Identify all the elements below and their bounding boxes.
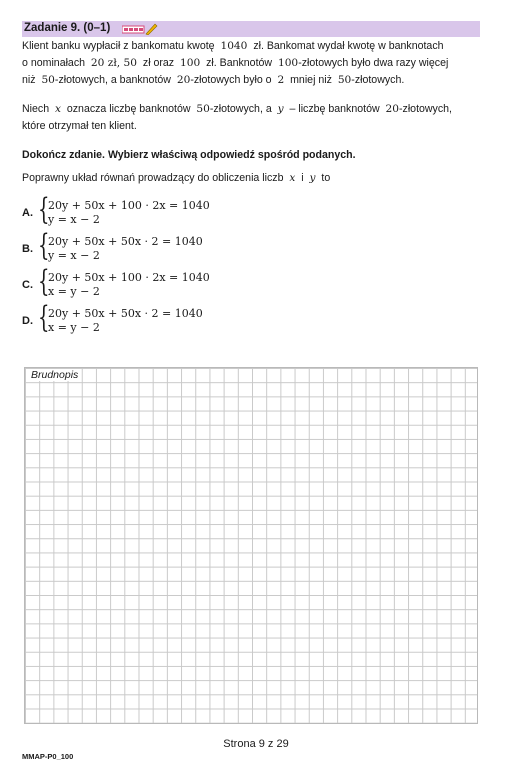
prompt-text: Poprawny układ równań prowadzący do obliczenia liczb x i y to — [22, 172, 331, 184]
task-title: Zadanie 9. (0–1) — [24, 22, 111, 34]
equation-2: x = y − 2 — [48, 321, 100, 334]
option-letter: A. — [22, 207, 33, 219]
brace-icon: { — [38, 264, 50, 299]
brace-icon: { — [38, 192, 50, 227]
answer-option-a[interactable] — [22, 192, 322, 231]
intro-paragraph: Klient banku wypłacił z bankomatu kwotę 1040 zł. Bankomat wydał kwotę w banknotach o nominałach 20 zł, 50 zł oraz 100 zł. Banknotów 100-złotowych było dwa razy więcej niż 50-złotowych, a banknotów 20-złotowych było o 2 mniej niż 50-złotowych. — [22, 40, 449, 86]
instruction-text: Dokończ zdanie. Wybierz właściwą odpowiedź spośród podanych. — [22, 149, 356, 161]
equation-2: y = x − 2 — [48, 213, 100, 226]
definition-paragraph: Niech x oznacza liczbę banknotów 50-złotowych, a y – liczbę banknotów 20-złotowych, które otrzymał ten klient. — [22, 103, 452, 132]
equation-1: 20y + 50x + 50x · 2 = 1040 — [48, 307, 203, 320]
equation-2: y = x − 2 — [48, 249, 100, 262]
brace-icon: { — [38, 300, 50, 335]
answer-option-c[interactable] — [22, 264, 322, 303]
answer-option-d[interactable] — [22, 300, 322, 339]
brace-icon: { — [38, 228, 50, 263]
option-letter: B. — [22, 243, 33, 255]
equation-1: 20y + 50x + 100 · 2x = 1040 — [48, 271, 210, 284]
equation-1: 20y + 50x + 100 · 2x = 1040 — [48, 199, 210, 212]
answer-option-b[interactable] — [22, 228, 322, 267]
task-header — [22, 21, 480, 37]
option-letter: D. — [22, 315, 33, 327]
scratch-label: Brudnopis — [31, 369, 79, 381]
scratch-grid[interactable] — [24, 367, 478, 724]
equation-2: x = y − 2 — [48, 285, 100, 298]
pencil-scale-icon — [122, 23, 182, 35]
option-letter: C. — [22, 279, 33, 291]
page-number: Strona 9 z 29 — [223, 738, 289, 750]
equation-1: 20y + 50x + 50x · 2 = 1040 — [48, 235, 203, 248]
document-code: MMAP-P0_100 — [22, 752, 74, 761]
